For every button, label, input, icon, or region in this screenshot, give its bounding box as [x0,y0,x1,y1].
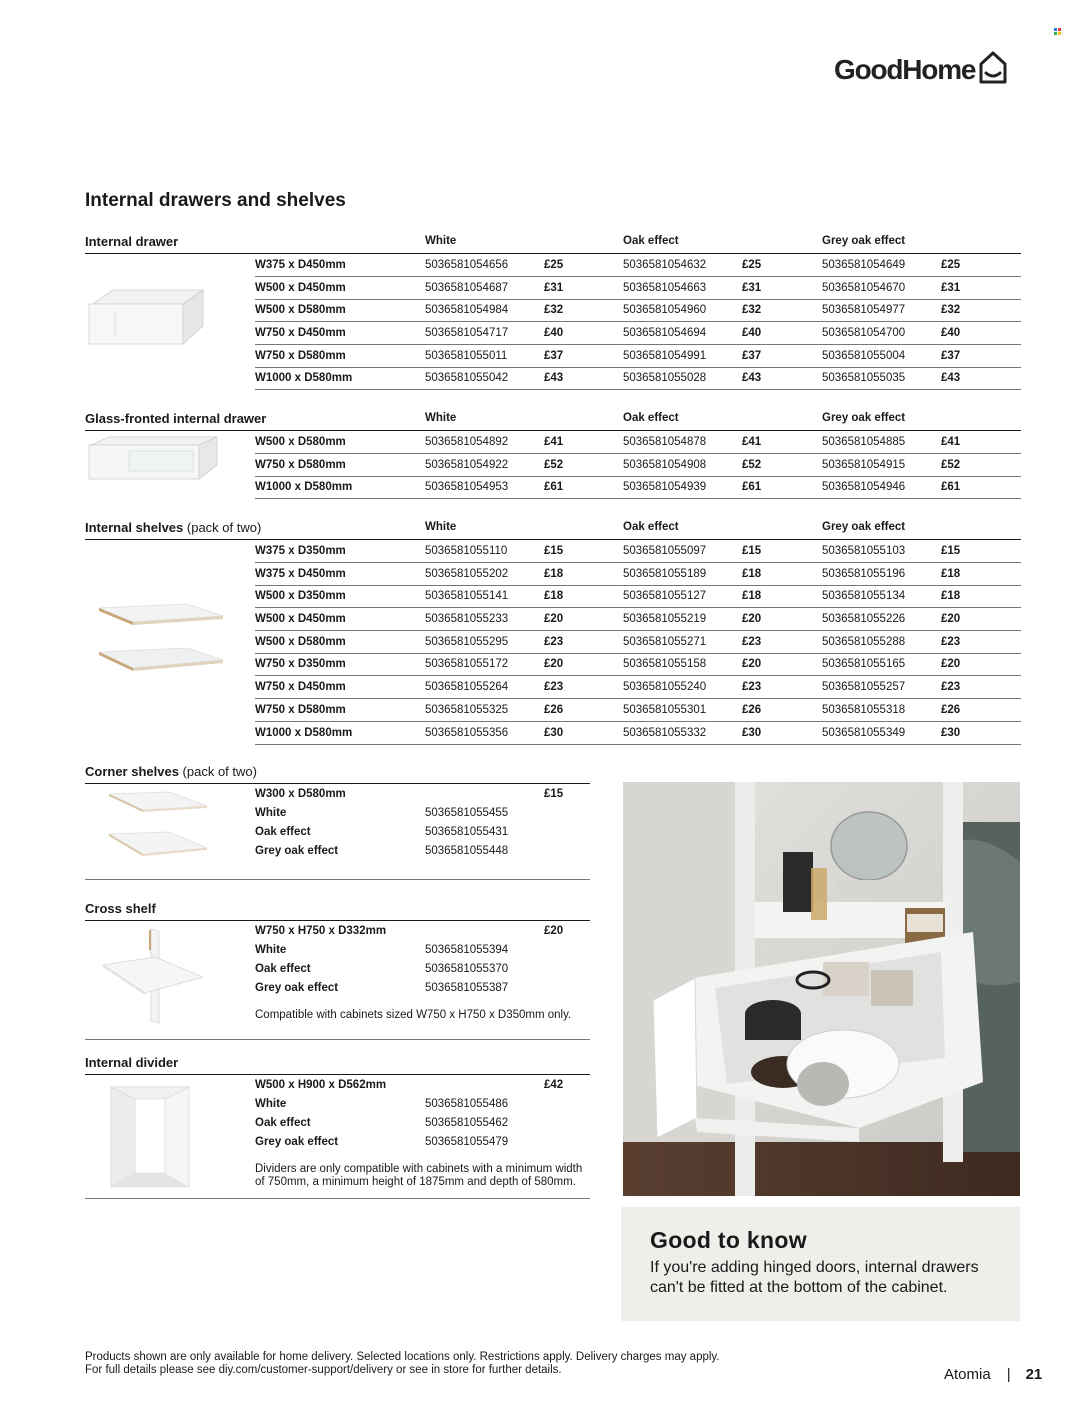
product-price: £15 [544,788,564,800]
glass-drawer-header [85,409,1021,431]
grey-oak-price: £61 [941,481,961,494]
white-price: £40 [544,327,564,340]
variant-name: Oak effect [255,826,311,838]
section-divider [85,1039,590,1040]
grey-oak-price: £31 [941,281,961,294]
column-oak: Oak effect [623,235,679,247]
oak-code: 5036581055240 [623,681,707,694]
grey-oak-code: 5036581055035 [822,372,906,385]
grey-oak-code: 5036581055318 [822,703,906,716]
oak-price: £32 [742,304,762,317]
shelves-image [85,598,225,690]
grey-oak-code: 5036581055103 [822,545,906,557]
white-code: 5036581055233 [425,613,509,626]
grey-oak-price: £40 [941,327,961,340]
grey-oak-code: 5036581055196 [822,567,906,580]
variant-code: 5036581055387 [425,982,509,994]
corner-shelves-image [85,788,211,866]
good-to-know-body: If you're adding hinged doors, internal drawers can't be fitted at the bottom of the cabinet. [650,1259,979,1296]
grey-oak-code: 5036581054700 [822,327,906,340]
oak-code: 5036581055028 [623,372,707,385]
delivery-disclaimer: Products shown are only available for home delivery. Selected locations only. Restrictions apply. Delivery charges may apply. For full details please see diy.com/customer-support/delivery or see in store for further details. [85,1351,720,1376]
glass-drawer-rows [85,431,1021,499]
white-code: 5036581054922 [425,458,509,471]
internal-drawer-rows [85,254,1021,390]
white-code: 5036581054892 [425,436,509,448]
product-size: W750 x H750 x D332mm [255,925,387,937]
footer-separator: | [1006,1366,1011,1383]
cross-shelf-header [85,899,590,921]
oak-price: £37 [742,349,762,362]
table-row [85,476,1021,499]
white-code: 5036581055141 [425,590,509,603]
row-divider [255,498,1021,499]
cross-shelf-image [85,927,205,1029]
table-row [85,653,1021,676]
column-grey-oak: Grey oak effect [822,235,906,247]
variant-name: Grey oak effect [255,845,339,857]
white-price: £23 [544,681,564,694]
section-title: Internal divider [85,1055,179,1070]
glass-drawer-section [85,409,1021,499]
grey-oak-price: £41 [941,436,961,448]
grey-oak-code: 5036581055165 [822,658,906,671]
grey-oak-code: 5036581055349 [822,726,906,739]
variant-name: White [255,807,287,819]
grey-oak-code: 5036581055134 [822,590,906,603]
table-row [85,722,1021,745]
product-size: W1000 x D580mm [255,481,353,494]
oak-code: 5036581054939 [623,481,707,494]
product-size: W500 x D580mm [255,436,346,448]
grey-oak-price: £43 [941,372,961,385]
table-row [85,367,1021,390]
variant-name: Oak effect [255,1117,311,1129]
oak-price: £41 [742,436,762,448]
white-price: £18 [544,567,564,580]
column-oak: Oak effect [623,521,679,533]
grey-oak-price: £18 [941,567,961,580]
white-code: 5036581054717 [425,327,509,340]
compatibility-note: Compatible with cabinets sized W750 x H750 x D350mm only. [255,1009,572,1021]
column-grey-oak: Grey oak effect [822,412,906,424]
grey-oak-code: 5036581054885 [822,436,906,448]
oak-price: £30 [742,726,762,739]
oak-price: £25 [742,259,762,271]
grey-oak-price: £23 [941,635,961,648]
internal-divider-header [85,1053,590,1075]
internal-shelves-section [85,518,1021,744]
white-price: £30 [544,726,564,739]
white-price: £43 [544,372,564,385]
corner-shelves-section [85,762,590,861]
white-code: 5036581055011 [425,349,508,362]
table-row [85,454,1021,477]
white-code: 5036581054984 [425,304,509,317]
house-smile-icon [978,50,1008,84]
white-code: 5036581054656 [425,259,509,271]
table-row [85,608,1021,631]
good-to-know-box [621,1207,1020,1321]
oak-code: 5036581055097 [623,545,707,557]
grey-oak-code: 5036581055257 [822,681,906,694]
compatibility-note: Dividers are only compatible with cabinets with a minimum width of 750mm, a minimum height of 1875mm and depth of 580mm. [255,1163,583,1188]
grey-oak-price: £26 [941,703,961,716]
grey-oak-price: £20 [941,658,961,671]
oak-price: £18 [742,567,762,580]
product-size: W1000 x D580mm [255,726,353,739]
variant-code: 5036581055455 [425,807,509,819]
oak-code: 5036581054991 [623,349,707,362]
grey-oak-price: £52 [941,458,961,471]
row-divider [255,389,1021,390]
grey-oak-code: 5036581055226 [822,613,906,626]
drawer-image [85,282,205,362]
grey-oak-code: 5036581054915 [822,458,906,471]
variant-code: 5036581055448 [425,845,509,857]
grey-oak-price: £37 [941,349,961,362]
internal-shelves-rows [85,540,1021,744]
product-price: £42 [544,1079,564,1091]
table-row [85,322,1021,345]
oak-code: 5036581054694 [623,327,707,340]
grey-oak-price: £30 [941,726,961,739]
oak-code: 5036581055219 [623,613,707,626]
table-row [85,631,1021,654]
grey-oak-code: 5036581054946 [822,481,906,494]
corner-shelves-header [85,762,590,784]
white-code: 5036581055202 [425,567,509,580]
product-size: W1000 x D580mm [255,372,353,385]
column-white: White [425,521,457,533]
variant-name: Grey oak effect [255,982,339,994]
section-divider [85,879,590,880]
product-size: W750 x D580mm [255,703,346,716]
white-price: £23 [544,635,564,648]
oak-price: £31 [742,281,762,294]
product-size: W750 x D450mm [255,327,346,340]
product-size: W500 x D450mm [255,281,346,294]
product-size: W500 x H900 x D562mm [255,1079,387,1091]
product-size: W750 x D450mm [255,681,346,694]
variant-code: 5036581055479 [425,1136,509,1148]
variant-code: 5036581055431 [425,826,509,838]
variant-name: Grey oak effect [255,1136,339,1148]
internal-drawer-header [85,232,1021,254]
white-code: 5036581055356 [425,726,509,739]
product-size: W500 x D450mm [255,613,346,626]
oak-price: £15 [742,545,762,557]
page-title: Internal drawers and shelves [85,190,346,211]
internal-divider-image [85,1083,195,1195]
product-size: W375 x D350mm [255,545,346,557]
oak-code: 5036581055127 [623,590,707,603]
white-code: 5036581054953 [425,481,509,494]
product-size: W300 x D580mm [255,788,346,800]
variant-name: Oak effect [255,963,311,975]
oak-code: 5036581054878 [623,436,707,448]
product-size: W375 x D450mm [255,567,346,580]
variant-code: 5036581055486 [425,1098,509,1110]
white-price: £52 [544,458,564,471]
internal-divider-section [85,1053,590,1188]
oak-code: 5036581054663 [623,281,707,294]
white-code: 5036581055172 [425,658,509,671]
grey-oak-price: £25 [941,259,961,271]
table-row [85,254,1021,277]
good-to-know-title: Good to know [650,1227,807,1253]
oak-code: 5036581055301 [623,703,707,716]
oak-code: 5036581054908 [623,458,707,471]
oak-price: £23 [742,681,762,694]
white-price: £25 [544,259,564,271]
product-size: W750 x D580mm [255,458,346,471]
white-price: £26 [544,703,564,716]
variant-name: White [255,1098,287,1110]
oak-code: 5036581054632 [623,259,707,271]
grey-oak-code: 5036581055288 [822,635,906,648]
white-price: £31 [544,281,564,294]
section-title: Internal shelves (pack of two) [85,520,262,535]
white-code: 5036581054687 [425,281,509,294]
product-size: W750 x D350mm [255,658,346,671]
section-divider [85,1198,590,1199]
white-code: 5036581055042 [425,372,509,385]
product-size: W750 x D580mm [255,349,346,362]
oak-price: £20 [742,658,762,671]
wardrobe-drawer-photo [623,782,1020,1196]
internal-shelves-header [85,518,1021,540]
column-grey-oak: Grey oak effect [822,521,906,533]
grey-oak-price: £18 [941,590,961,603]
oak-price: £43 [742,372,762,385]
white-price: £37 [544,349,564,362]
grey-oak-price: £20 [941,613,961,626]
section-title: Cross shelf [85,901,156,916]
grey-oak-code: 5036581054670 [822,281,906,294]
oak-price: £26 [742,703,762,716]
table-row [85,299,1021,322]
oak-price: £61 [742,481,762,494]
column-white: White [425,235,457,247]
white-price: £61 [544,481,564,494]
cross-shelf-section [85,899,590,1021]
product-size: W500 x D350mm [255,590,346,603]
grey-oak-price: £15 [941,545,961,557]
white-price: £20 [544,613,564,626]
internal-drawer-section [85,232,1021,390]
product-price: £20 [544,925,564,937]
oak-price: £18 [742,590,762,603]
table-row [85,277,1021,300]
variant-name: White [255,944,287,956]
oak-price: £23 [742,635,762,648]
white-price: £15 [544,545,564,557]
table-row [85,563,1021,586]
section-title: Internal drawer [85,234,179,249]
oak-code: 5036581055189 [623,567,707,580]
oak-price: £52 [742,458,762,471]
oak-code: 5036581055158 [623,658,707,671]
white-price: £32 [544,304,564,317]
grey-oak-code: 5036581055004 [822,349,906,362]
goodhome-logo [834,50,1008,86]
table-row [85,699,1021,722]
oak-code: 5036581055271 [623,635,707,648]
table-row [85,676,1021,699]
grey-oak-code: 5036581054649 [822,259,906,271]
white-price: £41 [544,436,564,448]
table-row [85,431,1021,454]
page-number: 21 [1025,1366,1043,1383]
product-size: W500 x D580mm [255,304,346,317]
table-row [85,345,1021,368]
column-oak: Oak effect [623,412,679,424]
white-code: 5036581055325 [425,703,509,716]
brand-name: GoodHome [834,54,976,85]
product-size: W500 x D580mm [255,635,346,648]
grey-oak-price: £32 [941,304,961,317]
variant-code: 5036581055394 [425,944,509,956]
glass-drawer-image [85,435,219,485]
variant-code: 5036581055462 [425,1117,509,1129]
table-row [85,585,1021,608]
product-size: W375 x D450mm [255,259,346,271]
oak-code: 5036581054960 [623,304,707,317]
white-price: £18 [544,590,564,603]
white-code: 5036581055264 [425,681,509,694]
row-divider [255,744,1021,745]
section-title: Corner shelves (pack of two) [85,764,257,779]
white-code: 5036581055110 [425,545,508,557]
grey-oak-price: £23 [941,681,961,694]
table-row [85,540,1021,563]
color-dots-icon [1054,28,1062,36]
oak-price: £20 [742,613,762,626]
grey-oak-code: 5036581054977 [822,304,906,317]
range-name: Atomia [944,1366,991,1383]
white-code: 5036581055295 [425,635,509,648]
column-white: White [425,412,457,424]
variant-code: 5036581055370 [425,963,509,975]
section-title: Glass-fronted internal drawer [85,411,267,426]
oak-code: 5036581055332 [623,726,707,739]
white-price: £20 [544,658,564,671]
oak-price: £40 [742,327,762,340]
page-footer [944,1366,1042,1383]
